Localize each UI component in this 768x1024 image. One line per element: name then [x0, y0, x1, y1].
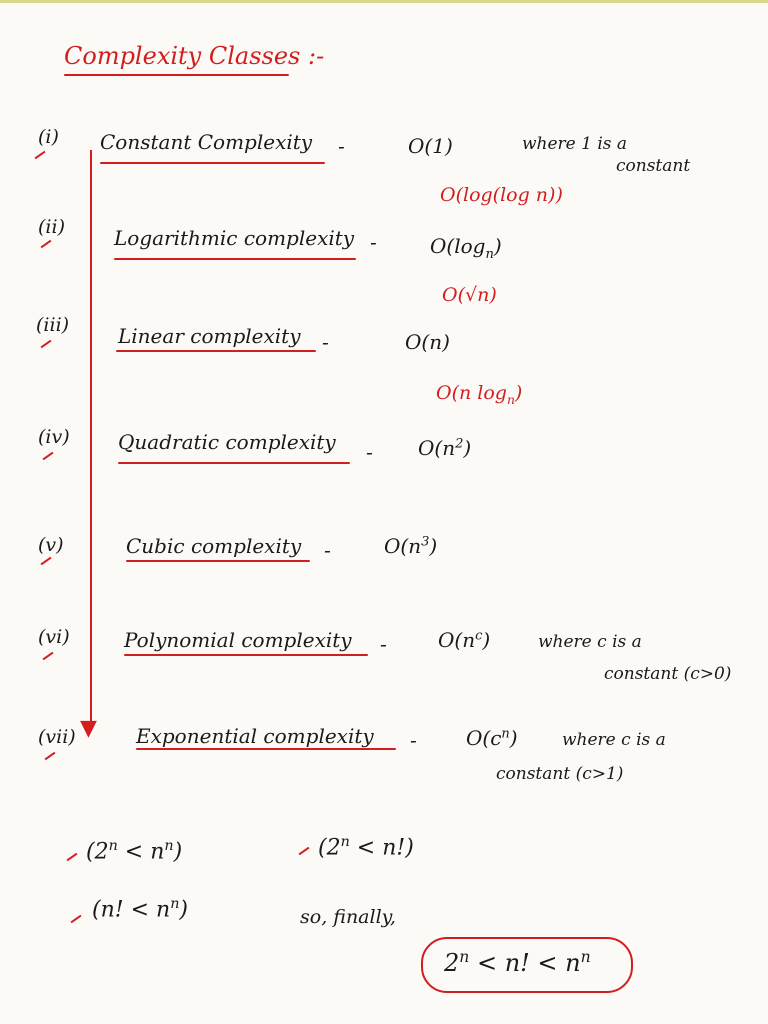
tick-mark: [67, 853, 78, 862]
class-number: (vii): [38, 726, 76, 748]
tick-mark: [41, 557, 52, 566]
class-expression: $O(n^2)$: [418, 436, 472, 460]
class-dash: -: [322, 330, 329, 354]
comparison-line: $(2^n < n!)$: [318, 834, 414, 861]
class-note-cont: constant (c>0): [604, 664, 732, 684]
page-title: Complexity Classes :-: [64, 42, 325, 70]
title-underline: [64, 74, 289, 76]
intermediate-expression: O(log(log n)): [440, 184, 563, 206]
class-note: where c is a: [538, 632, 642, 652]
intermediate-expression: O(√n): [442, 284, 497, 306]
tick-mark: [41, 340, 52, 349]
class-dash: -: [366, 440, 373, 464]
label-underline: [118, 462, 350, 464]
class-number: (iv): [38, 426, 70, 448]
tick-mark: [299, 847, 310, 856]
class-label: Logarithmic complexity: [114, 226, 355, 250]
label-underline: [126, 560, 310, 562]
page-top-edge: [0, 0, 768, 3]
class-expression: O(n): [405, 330, 450, 354]
class-label: Constant Complexity: [100, 130, 313, 154]
label-underline: [100, 162, 325, 164]
intermediate-expression: O(n $\log_n$): [436, 382, 523, 407]
class-number: (i): [38, 126, 59, 148]
class-number: (ii): [38, 216, 65, 238]
class-dash: -: [338, 134, 345, 158]
tick-mark: [41, 240, 52, 249]
tick-mark: [35, 151, 46, 160]
class-label: Exponential complexity: [136, 724, 374, 748]
class-label: Polynomial complexity: [124, 628, 352, 652]
class-dash: -: [410, 728, 417, 752]
arrow-down-icon: ▼: [80, 716, 97, 741]
class-note-cont: constant: [616, 156, 691, 176]
comparison-line: (n! < $n^n$): [92, 896, 189, 923]
class-expression: O(1): [408, 134, 453, 158]
comparison-line: $(2^n < n^n)$: [86, 838, 183, 865]
order-arrow-line: [90, 150, 92, 725]
tick-mark: [71, 915, 82, 924]
final-result: $2^n < n$! < $n^n$: [444, 948, 591, 977]
class-expression: $O(n^c)$: [438, 628, 491, 652]
class-note: where c is a: [562, 730, 666, 750]
class-number: (iii): [36, 314, 70, 336]
class-label: Cubic complexity: [126, 534, 302, 558]
class-number: (vi): [38, 626, 70, 648]
tick-mark: [43, 652, 54, 661]
label-underline: [124, 654, 368, 656]
class-label: Linear complexity: [118, 324, 301, 348]
class-note-cont: constant (c>1): [496, 764, 624, 784]
label-underline: [114, 258, 356, 260]
so-finally-text: so, finally,: [300, 906, 396, 928]
label-underline: [116, 350, 316, 352]
class-expression: $O(n^3)$: [384, 534, 438, 558]
tick-mark: [43, 452, 54, 461]
label-underline: [136, 748, 396, 750]
class-label: Quadratic complexity: [118, 430, 336, 454]
class-note: where 1 is a: [522, 134, 628, 154]
class-dash: -: [380, 632, 387, 656]
tick-mark: [45, 752, 56, 761]
class-expression: $O(c^n)$: [466, 726, 518, 750]
class-dash: -: [370, 230, 377, 254]
class-dash: -: [324, 538, 331, 562]
class-number: (v): [38, 534, 64, 556]
class-expression: $O(\log_n)$: [430, 234, 502, 262]
